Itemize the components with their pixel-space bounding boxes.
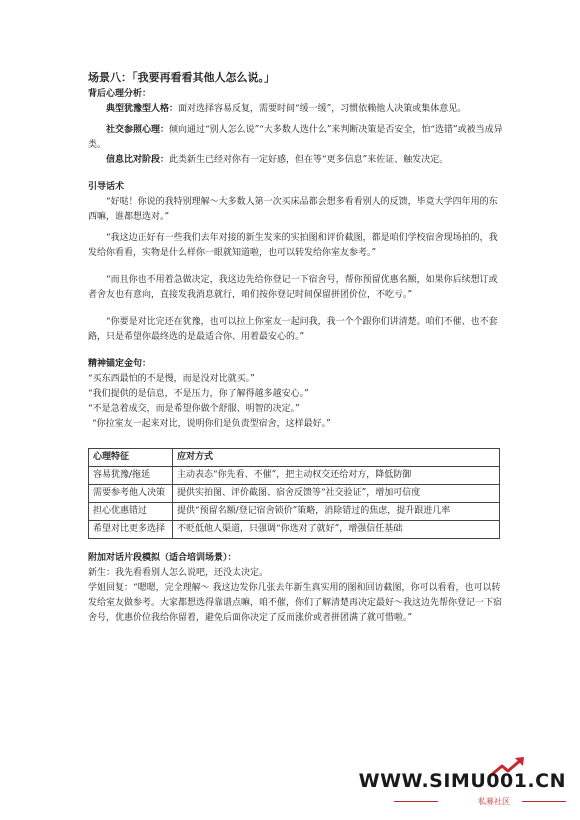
table-row — [89, 521, 500, 539]
golden-line: “我们提供的是信息，不是压力，你了解得越多越安心。” — [88, 389, 309, 399]
logo-text: WWW.SIMU001.CN — [358, 770, 566, 792]
dialogue-student: 新生：我先看看别人怎么说吧，还没太决定。 — [88, 568, 269, 578]
table-header: 应对方式 — [173, 449, 500, 467]
psychology-item: 社交参照心理：倾向通过“别人怎么说”“大多数人选什么”来判断决策是否安全，怕“选错”或被当成异类。 — [88, 125, 503, 150]
scene-title: 场景八：「我要再看看其他人怎么说。」 — [88, 71, 275, 84]
table-cell: 主动表态“你先看、不催”，把主动权交还给对方，降低防御 — [173, 467, 500, 485]
golden-line: “你拉室友一起来对比，说明你们是负责型宿舍，这样最好。” — [92, 419, 331, 429]
script-paragraph: “好哒！你说的我特别理解～大多数人第一次买床品都会想多看看别人的反馈，毕竟大学四年用的东西嘛，谁都想选对。” — [88, 197, 498, 222]
golden-line: “买东西最怕的不是慢，而是没对比就买。” — [88, 374, 255, 384]
table-cell: 需要参考他人决策 — [89, 485, 173, 503]
table-cell: 希望对比更多选择 — [89, 521, 173, 539]
golden-line: “不是急着成交，而是希望你做个舒服、明智的决定。” — [88, 404, 300, 414]
logo-sub: 私募社区 — [478, 797, 510, 806]
script-paragraph: “我这边正好有一些我们去年对接的新生发来的实拍图和评价截图，都是咱们学校宿舍现场拍的，我发给你看看，实物是什么样你一眼就知道啦，也可以转发给你室友参考。” — [88, 233, 498, 258]
table-header-row — [89, 449, 500, 467]
table-header: 心理特征 — [89, 449, 173, 467]
script-heading: 引导话术 — [88, 182, 125, 192]
psychology-heading: 背后心理分析： — [88, 89, 152, 99]
golden-heading: 精神锚定金句： — [88, 359, 152, 369]
dialogue-heading: 附加对话片段模拟（适合培训场景）： — [88, 553, 237, 563]
psychology-item: 信息比对阶段：此类新生已经对你有一定好感，但在等“更多信息”来佐证、触发决定。 — [106, 155, 449, 165]
site-logo — [358, 756, 566, 808]
table-cell: 提供“预留名额/登记宿舍锁价”策略，消除错过的焦虑，提升跟进几率 — [173, 503, 500, 521]
dialogue-senior: 学姐回复：“嗯嗯，完全理解～ 我这边发你几张去年新生真实用的图和回访截图，你可以看看，也可以转发给室友做参考。大家都想选得靠谱点嘛，咱不催，你们了解清楚再决定最好～我这边先帮你登记一下宿舍号，优惠价位我给你留着，避免后面你决定了反而涨价或者拼团满了就可惜啦。” — [88, 583, 503, 623]
psychology-item: 典型犹豫型人格：面对选择容易反复，需要时间“缓一缓”，习惯依赖他人决策或集体意见。 — [106, 104, 467, 114]
table-cell: 不贬低他人渠道，只强调“你选对了就好”，增强信任基础 — [173, 521, 500, 539]
script-paragraph: “你要是对比完还在犹豫，也可以拉上你室友一起问我，我一个个跟你们讲清楚。咱们不催、也不套路，只是希望你最终选的是最适合你、用着最安心的。” — [88, 317, 498, 342]
script-paragraph: “而且你也不用着急做决定，我这边先给你登记一下宿舍号，帮你预留优惠名额，如果你后续想订或者舍友也有意向，直接发我消息就行，咱们按你登记时间保留拼团价位，不吃亏。” — [88, 275, 498, 300]
table-cell: 担心优惠错过 — [89, 503, 173, 521]
table-row — [89, 467, 500, 485]
table-cell: 容易犹豫/拖延 — [89, 467, 173, 485]
table-cell: 提供实拍图、评价截图、宿舍反馈等“社交验证”，增加可信度 — [173, 485, 500, 503]
table-row — [89, 485, 500, 503]
table-row — [89, 503, 500, 521]
document-body — [88, 70, 504, 626]
strategy-table — [88, 448, 500, 539]
